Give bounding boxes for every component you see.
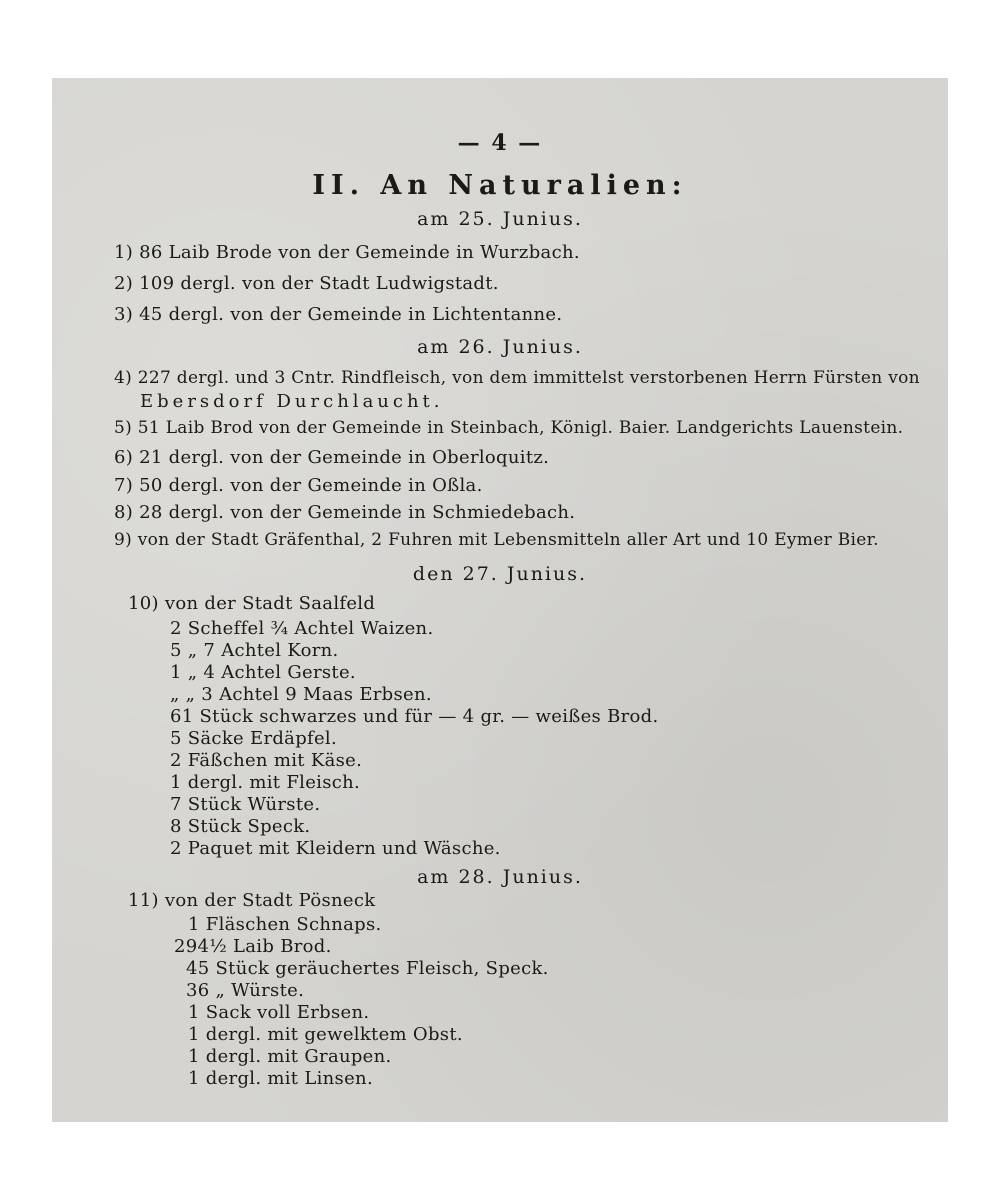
list-item: 5) 51 Laib Brod von der Gemeinde in Steinbach, Königl. Baier. Landgerichts Lauenstein. — [114, 418, 904, 438]
list-item: 1 dergl. mit Linsen. — [188, 1068, 373, 1089]
list-item: 1 „ 4 Achtel Gerste. — [170, 662, 356, 683]
list-item: 2 Scheffel ¾ Achtel Waizen. — [170, 618, 434, 639]
list-item: 5 „ 7 Achtel Korn. — [170, 640, 339, 661]
list-item: 1 Sack voll Erbsen. — [188, 1002, 370, 1023]
list-item: 9) von der Stadt Gräfenthal, 2 Fuhren mit Lebensmitteln aller Art und 10 Eymer Bier. — [114, 530, 879, 550]
list-item: 36 „ Würste. — [186, 980, 305, 1001]
list-item: 1 dergl. mit Graupen. — [188, 1046, 392, 1067]
list-item: 1 dergl. mit Fleisch. — [170, 772, 361, 793]
list-item: 1) 86 Laib Brode von der Gemeinde in Wurzbach. — [114, 242, 580, 263]
list-item: 8 Stück Speck. — [170, 816, 311, 837]
list-item: 45 Stück geräuchertes Fleisch, Speck. — [186, 958, 549, 979]
list-item: 3) 45 dergl. von der Gemeinde in Lichtentanne. — [114, 304, 563, 325]
date-heading: den 27. Junius. — [412, 563, 588, 585]
list-item: 2) 109 dergl. von der Stadt Ludwigstadt. — [114, 273, 499, 294]
list-item: 294½ Laib Brod. — [174, 936, 332, 957]
document-page — [52, 78, 948, 1122]
list-item: 1 dergl. mit gewelktem Obst. — [188, 1024, 463, 1045]
list-item: 7) 50 dergl. von der Gemeinde in Oßla. — [114, 475, 483, 496]
list-item: 5 Säcke Erdäpfel. — [170, 728, 338, 749]
list-item: 7 Stück Würste. — [170, 794, 321, 815]
page-number: — 4 — — [457, 130, 543, 156]
list-item: 8) 28 dergl. von der Gemeinde in Schmiedebach. — [114, 502, 576, 523]
list-item: 2 Fäßchen mit Käse. — [170, 750, 363, 771]
section-heading: II. An Naturalien: — [312, 170, 688, 201]
list-item: Ebersdorf Durchlaucht. — [140, 391, 444, 412]
list-item: „ „ 3 Achtel 9 Maas Erbsen. — [170, 684, 432, 705]
date-heading: am 28. Junius. — [417, 866, 583, 888]
date-heading: am 25. Junius. — [417, 208, 583, 230]
list-item: 1 Fläschen Schnaps. — [188, 914, 382, 935]
date-heading: am 26. Junius. — [417, 336, 583, 358]
list-item: 2 Paquet mit Kleidern und Wäsche. — [170, 838, 501, 859]
list-item: 10) von der Stadt Saalfeld — [128, 593, 376, 614]
list-item: 6) 21 dergl. von der Gemeinde in Oberloquitz. — [114, 447, 550, 468]
list-item: 61 Stück schwarzes und für — 4 gr. — weißes Brod. — [170, 706, 659, 727]
list-item: 11) von der Stadt Pösneck — [128, 890, 376, 911]
list-item: 4) 227 dergl. und 3 Cntr. Rindfleisch, von dem immittelst verstorbenen Herrn Fürsten von — [114, 368, 920, 388]
